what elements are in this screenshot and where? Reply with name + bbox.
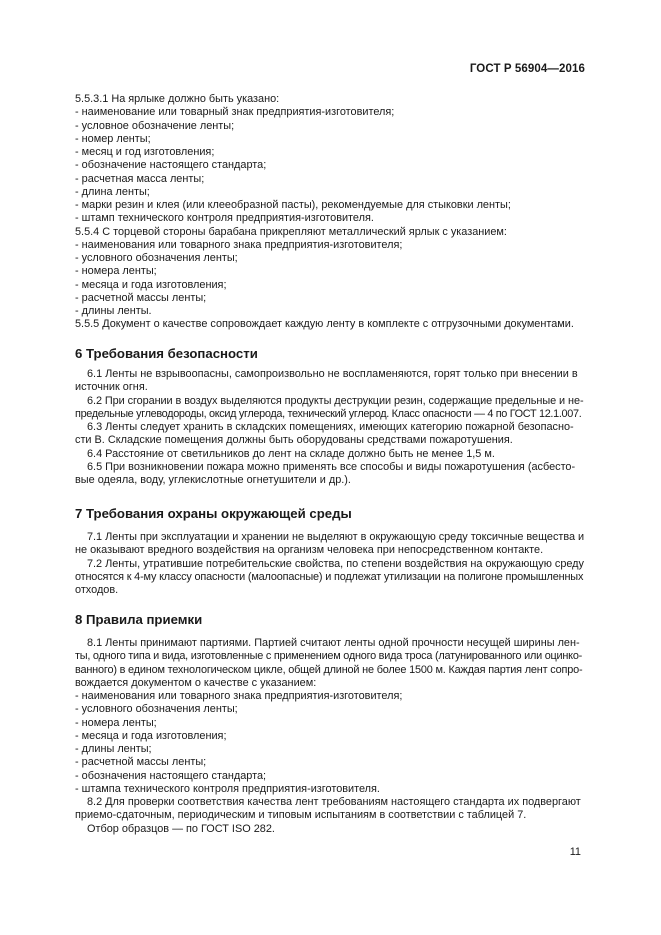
- list-item: - номера ленты;: [75, 716, 157, 729]
- list-item: - штамп технического контроля предприятия-изготовителя.: [75, 212, 374, 225]
- section-7-heading: 7 Требования охраны окружающей среды: [75, 506, 352, 521]
- list-item: - условного обозначения ленты;: [75, 252, 238, 264]
- text-line: 8.2 Для проверки соответствия качества лент требованиям настоящего стандарта их подвергают: [87, 796, 581, 808]
- page-number: 11: [569, 846, 581, 858]
- list-item: - условное обозначение ленты;: [75, 119, 235, 132]
- list-item: - номер ленты;: [75, 132, 151, 145]
- list-item: - длина ленты;: [75, 185, 150, 198]
- text-line: относятся к 4-му классу опасности (малоопасные) и подлежат утилизации на полигоне промышленных: [75, 570, 584, 583]
- list-item: - наименования или товарного знака предприятия-изготовителя;: [75, 690, 403, 702]
- list-item: - наименования или товарного знака предприятия-изготовителя;: [75, 238, 403, 251]
- text-line: ванного) в едином технологическом цикле, общей длиной не более 1500 м. Каждая партия лент сопро-: [75, 663, 583, 676]
- list-item: - номера ленты;: [75, 265, 157, 278]
- text-line: не оказывают вредного воздействия на организм человека при непосредственном контакте.: [75, 544, 544, 557]
- text-line: 6.5 При возникновении пожара можно применять все способы и виды пожаротушения (асбесто-: [87, 460, 576, 473]
- text-line: ты, одного типа и вида, изготовленные с применением одного вида троса (латунированного или оцинко-: [75, 650, 583, 663]
- text-line: 6.1 Ленты не взрывоопасны, самопроизвольно не воспламеняются, горят только при внесении в: [87, 368, 578, 380]
- text-line: 6.2 При сгорании в воздух выделяются продукты деструкции резин, содержащие предельные и не-: [87, 394, 584, 407]
- section-5-5-text: [75, 93, 584, 332]
- list-item: - штампа технического контроля предприятия-изготовителя.: [75, 782, 380, 795]
- list-item: - обозначение настоящего стандарта;: [75, 159, 267, 172]
- list-item: - месяц и год изготовления;: [75, 146, 215, 158]
- text-line: 6.3 Ленты следует хранить в складских помещениях, имеющих категорию пожарной безопасно-: [87, 421, 574, 433]
- section-8-text: [75, 637, 584, 836]
- section-7-text: [75, 531, 584, 597]
- text-line: 7.2 Ленты, утратившие потребительские свойства, по степени воздействия на окружающую среду: [87, 557, 584, 570]
- text-line: 7.1 Ленты при эксплуатации и хранении не выделяют в окружающую среду токсичные вещества и: [87, 531, 585, 543]
- text-line: источник огня.: [75, 381, 148, 394]
- text-line: 6.4 Расстояние от светильников до лент на складе должно быть не менее 1,5 м.: [87, 447, 495, 460]
- section-8-heading: 8 Правила приемки: [75, 612, 203, 627]
- list-item: - расчетная масса ленты;: [75, 172, 205, 185]
- list-item: - месяца и года изготовления;: [75, 278, 227, 291]
- text-line: вые одеяла, воду, углекислотные огнетушители и др.).: [75, 474, 351, 486]
- text-line: 5.5.4 С торцевой стороны барабана прикрепляют металлический ярлык с указанием:: [75, 225, 507, 238]
- text-line: отходов.: [75, 584, 119, 596]
- list-item: - расчетной массы ленты;: [75, 756, 207, 769]
- text-line: вождается документом о качестве с указанием:: [75, 676, 317, 689]
- list-item: - длины ленты.: [75, 305, 152, 317]
- text-line: 8.1 Ленты принимают партиями. Партией считают ленты одной прочности несущей ширины лен-: [87, 637, 580, 649]
- section-6-heading: 6 Требования безопасности: [75, 346, 258, 361]
- list-item: - расчетной массы ленты;: [75, 291, 207, 304]
- list-item: - месяца и года изготовления;: [75, 729, 227, 742]
- list-item: - длины ленты;: [75, 743, 152, 755]
- text-line: 5.5.3.1 На ярлыке должно быть указано:: [75, 93, 280, 105]
- list-item: - марки резин и клея (или клееобразной пасты), рекомендуемые для стыковки ленты;: [75, 199, 511, 211]
- text-line: сти В. Складские помещения должны быть оборудованы средствами пожаротушения.: [75, 434, 513, 447]
- text-line: предельные углеводороды, оксид углерода, технический углерод. Класс опасности — 4 по ГОСТ 12.1.007.: [75, 407, 582, 420]
- text-line: 5.5.5 Документ о качестве сопровождает каждую ленту в комплекте с отгрузочными документами.: [75, 318, 574, 331]
- list-item: - наименование или товарный знак предприятия-изготовителя;: [75, 106, 395, 119]
- document-id-header: ГОСТ Р 56904—2016: [469, 63, 585, 75]
- section-6-text: [75, 368, 584, 487]
- list-item: - условного обозначения ленты;: [75, 703, 238, 716]
- text-line: Отбор образцов — по ГОСТ ISO 282.: [87, 822, 275, 835]
- text-line: приемо-сдаточным, периодическим и типовым испытаниям в соответствии с таблицей 7.: [75, 809, 527, 822]
- list-item: - обозначения настоящего стандарта;: [75, 769, 267, 782]
